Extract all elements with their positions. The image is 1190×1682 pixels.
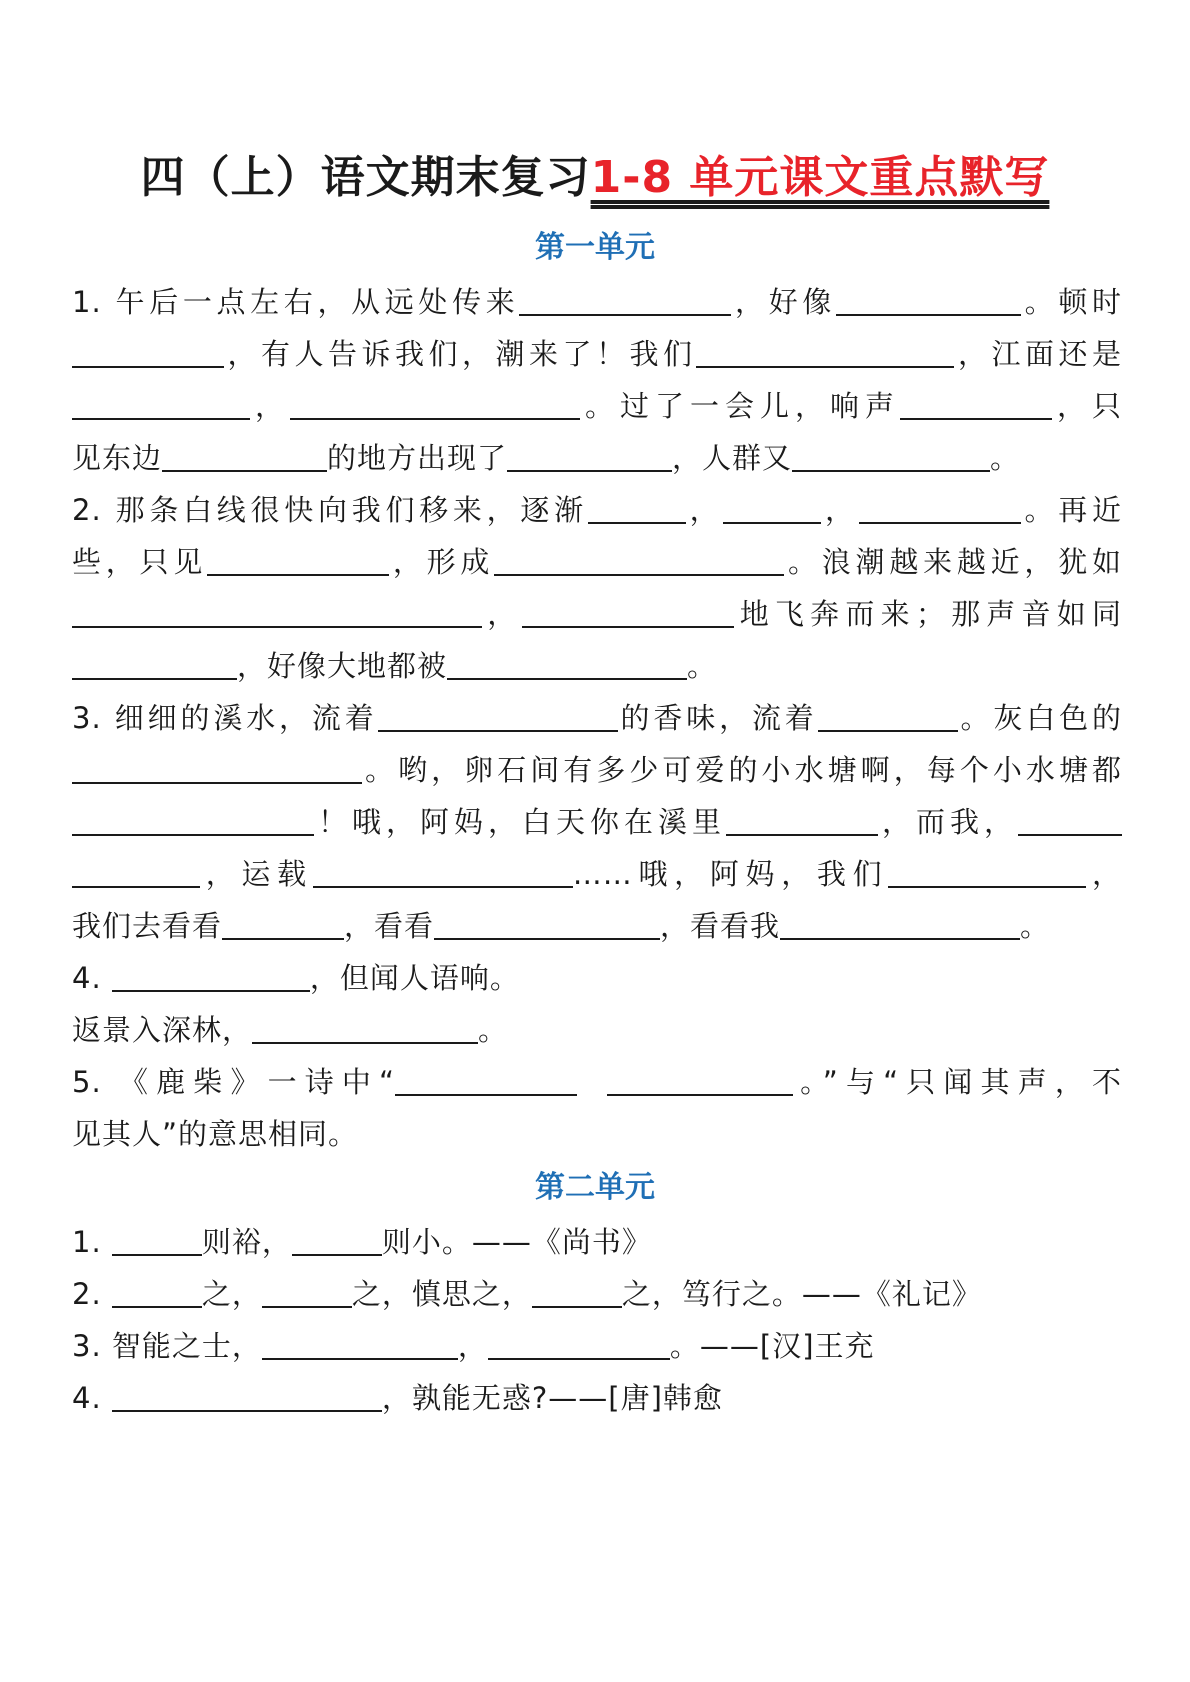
- blank[interactable]: [488, 1326, 670, 1360]
- text: 。”与“只闻其声，不: [793, 1065, 1122, 1099]
- text: 4.: [72, 961, 112, 995]
- blank[interactable]: [72, 334, 224, 368]
- text: 2. 那条白线很快向我们移来，逐渐: [72, 493, 588, 527]
- blank[interactable]: [292, 1222, 382, 1256]
- text: 。: [990, 441, 1021, 475]
- blank[interactable]: [696, 334, 954, 368]
- text: 。再近: [1020, 493, 1122, 527]
- text: ，好像大地都被: [237, 649, 448, 683]
- unit1-line-4: [72, 436, 1122, 480]
- blank[interactable]: [447, 646, 687, 680]
- blank[interactable]: [162, 438, 327, 472]
- blank[interactable]: [507, 438, 672, 472]
- text: 之，: [201, 1277, 262, 1311]
- blank[interactable]: [522, 594, 734, 628]
- blank[interactable]: [607, 1062, 793, 1096]
- blank[interactable]: [395, 1062, 577, 1096]
- unit1-line-10: [72, 748, 1122, 792]
- text: 些，只见: [72, 545, 208, 579]
- unit1-line-12: [72, 852, 1122, 896]
- text: ，: [685, 493, 724, 527]
- unit1-heading: 第一单元: [535, 230, 655, 265]
- text: 则小。——《尚书》: [381, 1225, 652, 1259]
- text: 的香味，流着: [617, 701, 818, 735]
- text: ，: [250, 389, 290, 423]
- text: 则裕，: [201, 1225, 292, 1259]
- unit1-line-7: [72, 592, 1122, 636]
- blank[interactable]: [112, 1274, 202, 1308]
- blank[interactable]: [519, 282, 731, 316]
- text: 。: [687, 649, 718, 683]
- text: 。: [1020, 909, 1051, 943]
- text: ，但闻人语响。: [309, 961, 520, 995]
- blank[interactable]: [494, 542, 784, 576]
- blank[interactable]: [780, 906, 1020, 940]
- blank[interactable]: [859, 490, 1021, 524]
- blank[interactable]: [72, 594, 482, 628]
- text: 。过了一会儿，响声: [580, 389, 900, 423]
- blank[interactable]: [836, 282, 1021, 316]
- text: 5. 《鹿柴》一诗中“: [72, 1065, 396, 1099]
- unit1-line-5: [72, 488, 1122, 532]
- title-main: 四（上）语文期末复习: [140, 152, 591, 203]
- unit1-line-9: [72, 696, 1122, 740]
- text: 4.: [72, 1381, 112, 1415]
- text: 的地方出现了: [327, 441, 508, 475]
- text: 1. 午后一点左右，从远处传来: [72, 285, 520, 319]
- text: ，看看我: [660, 909, 781, 943]
- blank[interactable]: [72, 854, 200, 888]
- text: 返景入深林，: [72, 1013, 253, 1047]
- unit2-line-1: [72, 1220, 1122, 1264]
- text: 1.: [72, 1225, 112, 1259]
- text: ，孰能无惑?——[唐]韩愈: [381, 1381, 723, 1415]
- text: 。哟，卵石间有多少可爱的小水塘啊，每个小水塘都: [362, 753, 1122, 787]
- blank[interactable]: [222, 906, 344, 940]
- blank[interactable]: [207, 542, 389, 576]
- text: 之，笃行之。——《礼记》: [621, 1277, 982, 1311]
- blank[interactable]: [588, 490, 686, 524]
- text: ，只: [1051, 389, 1122, 423]
- blank[interactable]: [378, 698, 618, 732]
- text: ，: [1086, 857, 1122, 891]
- text: ，而我，: [877, 805, 1018, 839]
- text: 见其人”的意思相同。: [72, 1117, 359, 1151]
- blank[interactable]: [900, 386, 1052, 420]
- text: 。——[汉]王充: [669, 1329, 875, 1363]
- unit1-line-16: [72, 1060, 1122, 1104]
- text: 。浪潮越来越近，犹如: [784, 545, 1122, 579]
- blank[interactable]: [72, 386, 250, 420]
- unit2-heading: 第二单元: [535, 1170, 655, 1205]
- text: ，好像: [731, 285, 837, 319]
- text: 3. 智能之士，: [72, 1329, 262, 1363]
- blank[interactable]: [818, 698, 958, 732]
- page-title: [0, 148, 1190, 208]
- unit2-line-2: [72, 1272, 1122, 1316]
- text: ，有人告诉我们，潮来了！我们: [224, 337, 697, 371]
- text: 。: [478, 1013, 509, 1047]
- text: ，江面还是: [954, 337, 1122, 371]
- text: 。顿时: [1021, 285, 1122, 319]
- unit1-line-15: [72, 1008, 1122, 1052]
- blank[interactable]: [72, 646, 237, 680]
- unit2-line-3: [72, 1324, 1122, 1368]
- text: 。灰白色的: [957, 701, 1122, 735]
- text: 2.: [72, 1277, 112, 1311]
- text: ！哦，阿妈，白天你在溪里: [314, 805, 726, 839]
- unit1-line-14: [72, 956, 1122, 1000]
- text: ，形成: [389, 545, 495, 579]
- blank[interactable]: [792, 438, 990, 472]
- blank[interactable]: [434, 906, 660, 940]
- unit1-line-1: [72, 280, 1122, 324]
- text: 地飞奔而来；那声音如同: [734, 597, 1122, 631]
- blank[interactable]: [313, 854, 573, 888]
- title-highlight: 1-8 单元课文重点默写: [590, 152, 1050, 203]
- text: ，: [457, 1329, 488, 1363]
- text: ，人群又: [672, 441, 793, 475]
- blank[interactable]: [723, 490, 821, 524]
- text: 之，慎思之，: [351, 1277, 532, 1311]
- blank[interactable]: [72, 750, 362, 784]
- text: ，: [821, 493, 859, 527]
- unit1-line-11: [72, 800, 1122, 844]
- unit1-line-13: [72, 904, 1122, 948]
- unit1-line-8: [72, 644, 1122, 688]
- unit1-line-17: [72, 1112, 1122, 1156]
- unit1-line-6: [72, 540, 1122, 584]
- blank[interactable]: [532, 1274, 622, 1308]
- unit1-line-3: [72, 384, 1122, 428]
- text: ……哦，阿妈，我们: [572, 857, 889, 891]
- blank[interactable]: [72, 802, 314, 836]
- blank[interactable]: [262, 1274, 352, 1308]
- text: ，: [482, 597, 523, 631]
- blank[interactable]: [252, 1010, 478, 1044]
- blank[interactable]: [112, 958, 310, 992]
- blank[interactable]: [726, 802, 878, 836]
- unit2-line-4: [72, 1376, 1122, 1420]
- blank[interactable]: [1018, 802, 1122, 836]
- blank[interactable]: [112, 1378, 382, 1412]
- blank[interactable]: [112, 1222, 202, 1256]
- blank[interactable]: [262, 1326, 458, 1360]
- blank[interactable]: [888, 854, 1086, 888]
- blank[interactable]: [290, 386, 580, 420]
- text: ，看看: [344, 909, 435, 943]
- text: 3. 细细的溪水，流着: [72, 701, 378, 735]
- text: ，运载: [200, 857, 313, 891]
- text: 见东边: [72, 441, 163, 475]
- unit1-line-2: [72, 332, 1122, 376]
- text: 我们去看看: [72, 909, 223, 943]
